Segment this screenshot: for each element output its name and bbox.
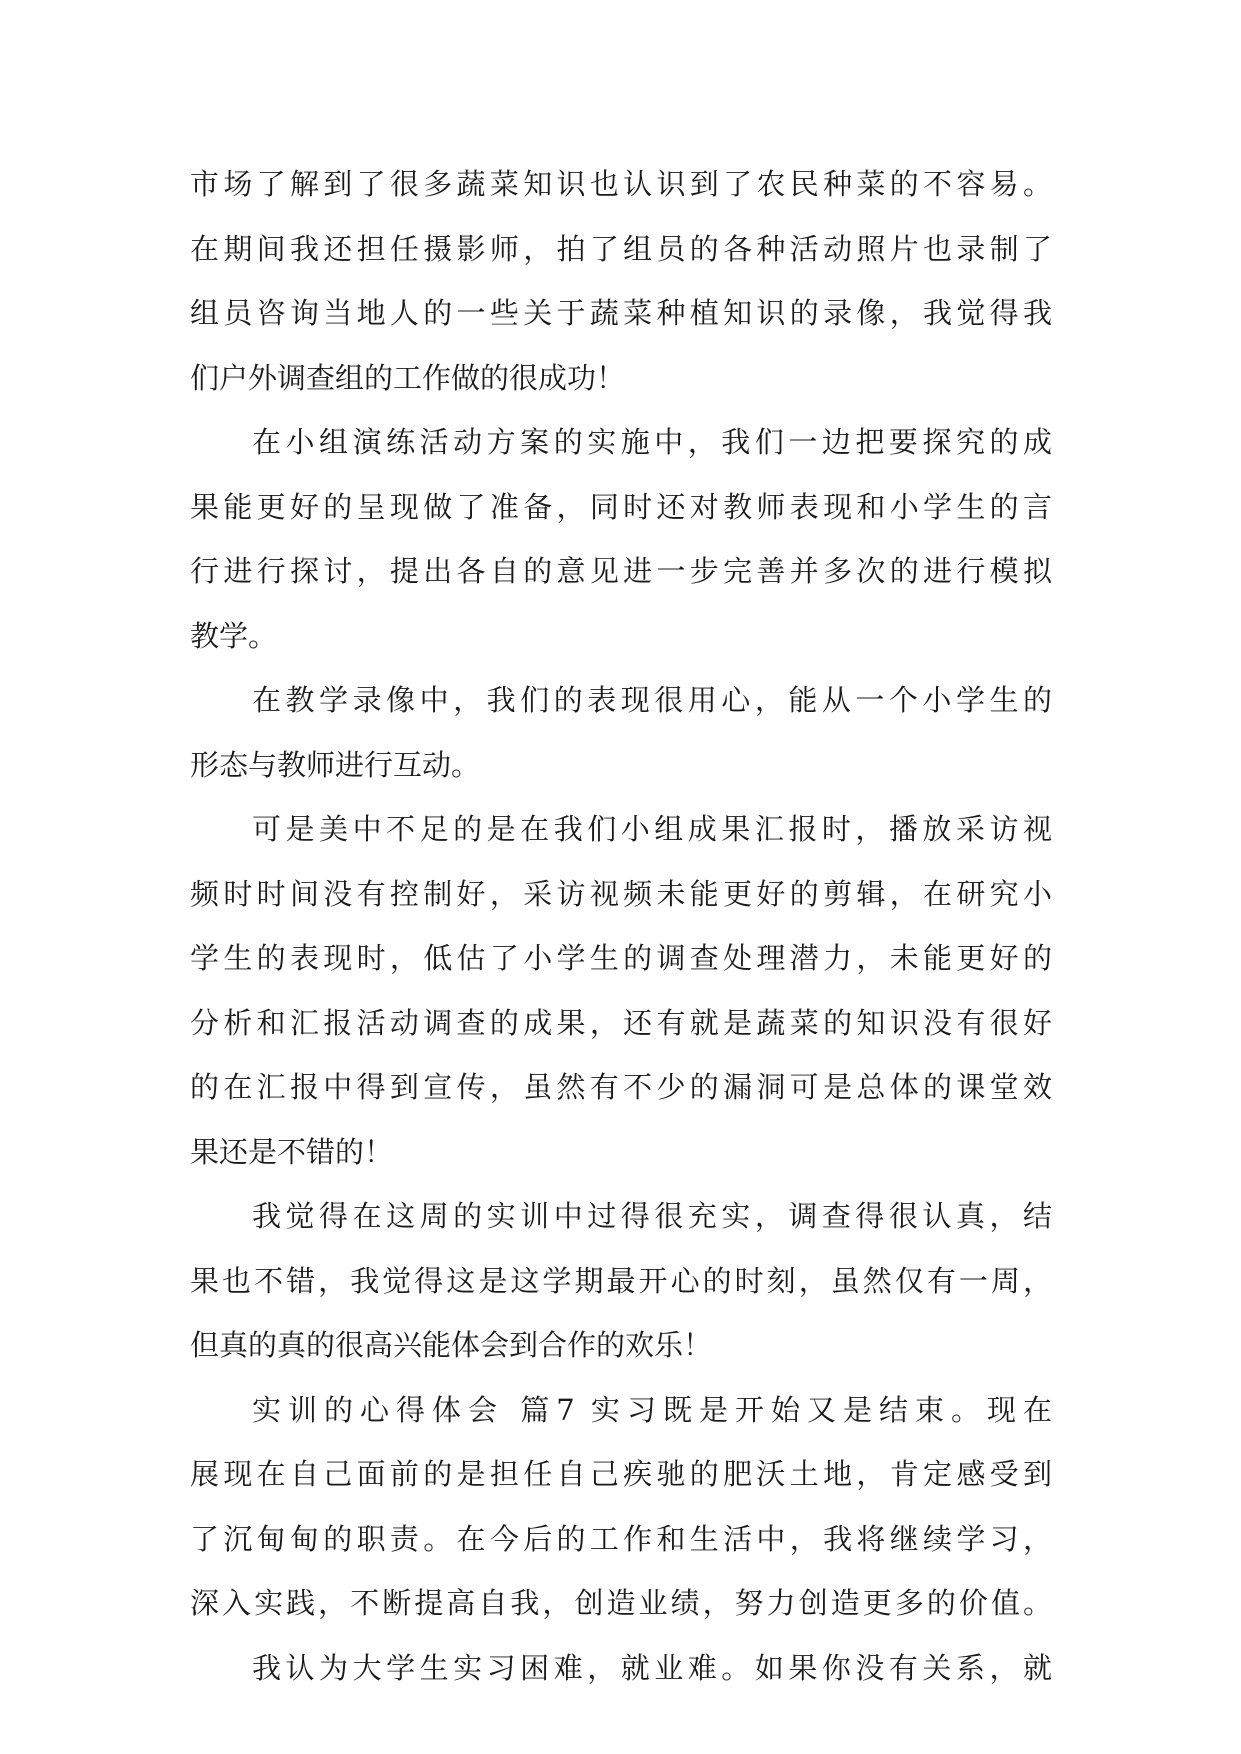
- text-line: 果能更好的呈现做了准备，同时还对教师表现和小学生的言: [190, 489, 1052, 524]
- section-heading-line: 实训的心得体会 篇7 实习既是开始又是结束。现在: [252, 1392, 1052, 1427]
- text-line: 但真的真的很高兴能体会到合作的欢乐！: [190, 1328, 713, 1362]
- text-line: 果还是不错的！: [190, 1134, 394, 1169]
- text-line: 们户外调查组的工作做的很成功！: [190, 360, 626, 395]
- paragraph-first-line: 在教学录像中，我们的表现很用心，能从一个小学生的: [252, 683, 1052, 717]
- text-line: 分析和汇报活动调查的成果，还有就是蔬菜的知识没有很好: [190, 1005, 1052, 1040]
- text-line: 行进行探讨，提出各自的意见进一步完善并多次的进行模拟: [190, 554, 1052, 588]
- text-line: 展现在自己面前的是担任自己疾驰的肥沃土地，肯定感受到: [190, 1457, 1052, 1491]
- text-line: 组员咨询当地人的一些关于蔬菜种植知识的录像，我觉得我: [190, 296, 1052, 330]
- text-line: 频时时间没有控制好，采访视频未能更好的剪辑，在研究小: [190, 876, 1052, 911]
- text-line: 深入实践，不断提高自我，创造业绩，努力创造更多的价值。: [190, 1586, 1052, 1620]
- text-line: 了沉甸甸的职责。在今后的工作和生活中，我将继续学习，: [190, 1521, 1052, 1556]
- text-line: 形态与教师进行互动。: [190, 747, 481, 782]
- text-line: 市场了解到了很多蔬菜知识也认识到了农民种菜的不容易。: [190, 167, 1052, 201]
- document-body: [190, 152, 1052, 1700]
- text-line: 在期间我还担任摄影师，拍了组员的各种活动照片也录制了: [190, 231, 1052, 266]
- paragraph-first-line: 我觉得在这周的实训中过得很充实，调查得很认真，结: [252, 1199, 1052, 1233]
- paragraph-first-line: 我认为大学生实习困难，就业难。如果你没有关系，就: [252, 1650, 1052, 1685]
- paragraph-first-line: 可是美中不足的是在我们小组成果汇报时，播放采访视: [252, 812, 1052, 846]
- text-line: 学生的表现时，低估了小学生的调查处理潜力，未能更好的: [190, 941, 1052, 975]
- text-line: 果也不错，我觉得这是这学期最开心的时刻，虽然仅有一周，: [190, 1263, 1052, 1298]
- text-line: 的在汇报中得到宣传，虽然有不少的漏洞可是总体的课堂效: [190, 1070, 1052, 1104]
- paragraph-first-line: 在小组演练活动方案的实施中，我们一边把要探究的成: [252, 425, 1052, 459]
- text-line: 教学。: [190, 618, 278, 653]
